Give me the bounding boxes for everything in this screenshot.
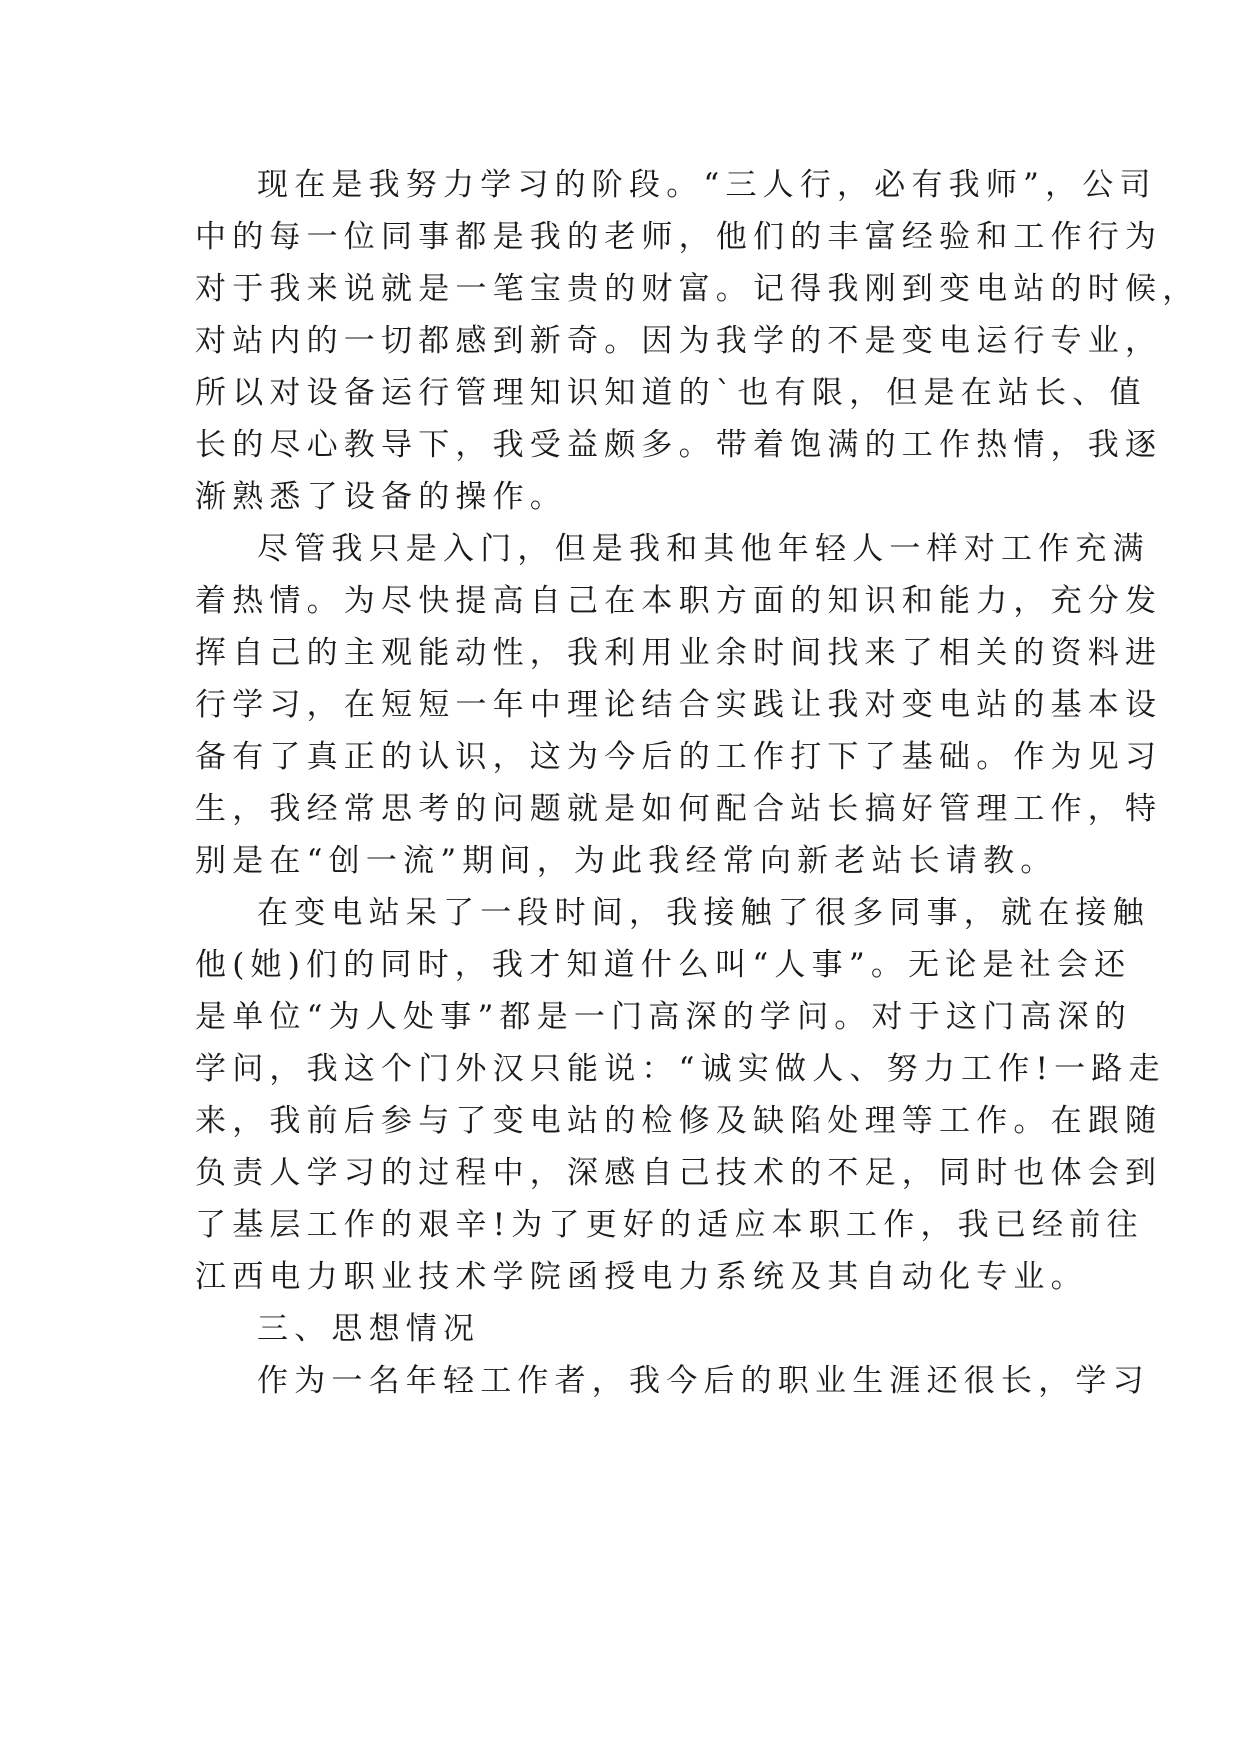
- text-line: 作为一名年轻工作者，我今后的职业生涯还很长，学习: [257, 1363, 1150, 1399]
- text-line: 现在是我努力学习的阶段。“三人行，必有我师”，公司: [257, 167, 1157, 203]
- text-line: 备有了真正的认识，这为今后的工作打下了基础。作为见习: [195, 739, 1163, 775]
- text-line: 所以对设备运行管理知识知道的`也有限，但是在站长、值: [195, 375, 1147, 411]
- text-line: 中的每一位同事都是我的老师，他们的丰富经验和工作行为: [195, 219, 1163, 255]
- text-line: 来，我前后参与了变电站的检修及缺陷处理等工作。在跟随: [195, 1103, 1163, 1139]
- text-line: 生，我经常思考的问题就是如何配合站长搞好管理工作，特: [195, 791, 1163, 827]
- text-line: 对于我来说就是一笔宝贵的财富。记得我刚到变电站的时候，: [195, 271, 1200, 307]
- text-line: 渐熟悉了设备的操作。: [195, 479, 567, 515]
- text-line: 对站内的一切都感到新奇。因为我学的不是变电运行专业，: [195, 323, 1163, 359]
- text-line: 行学习，在短短一年中理论结合实践让我对变电站的基本设: [195, 687, 1163, 723]
- text-line: 长的尽心教导下，我受益颇多。带着饱满的工作热情，我逐: [195, 427, 1163, 463]
- text-line: 学问，我这个门外汉只能说：“诚实做人、努力工作!一路走: [195, 1051, 1166, 1087]
- text-line: 负责人学习的过程中，深感自己技术的不足，同时也体会到: [195, 1155, 1163, 1191]
- text-line: 挥自己的主观能动性，我利用业余时间找来了相关的资料进: [195, 635, 1163, 671]
- text-line: 他(她)们的同时，我才知道什么叫“人事”。无论是社会还: [195, 947, 1132, 983]
- text-line: 了基层工作的艰辛!为了更好的适应本职工作，我已经前往: [195, 1207, 1144, 1243]
- text-line: 是单位“为人处事”都是一门高深的学问。对于这门高深的: [195, 999, 1132, 1035]
- text-line: 尽管我只是入门，但是我和其他年轻人一样对工作充满: [257, 531, 1150, 567]
- text-line: 别是在“创一流”期间，为此我经常向新老站长请教。: [195, 843, 1058, 879]
- text-line: 江西电力职业技术学院函授电力系统及其自动化专业。: [195, 1259, 1088, 1295]
- text-line: 着热情。为尽快提高自己在本职方面的知识和能力，充分发: [195, 583, 1163, 619]
- section-heading: 三、思想情况: [257, 1311, 481, 1347]
- text-line: 在变电站呆了一段时间，我接触了很多同事，就在接触: [257, 895, 1150, 931]
